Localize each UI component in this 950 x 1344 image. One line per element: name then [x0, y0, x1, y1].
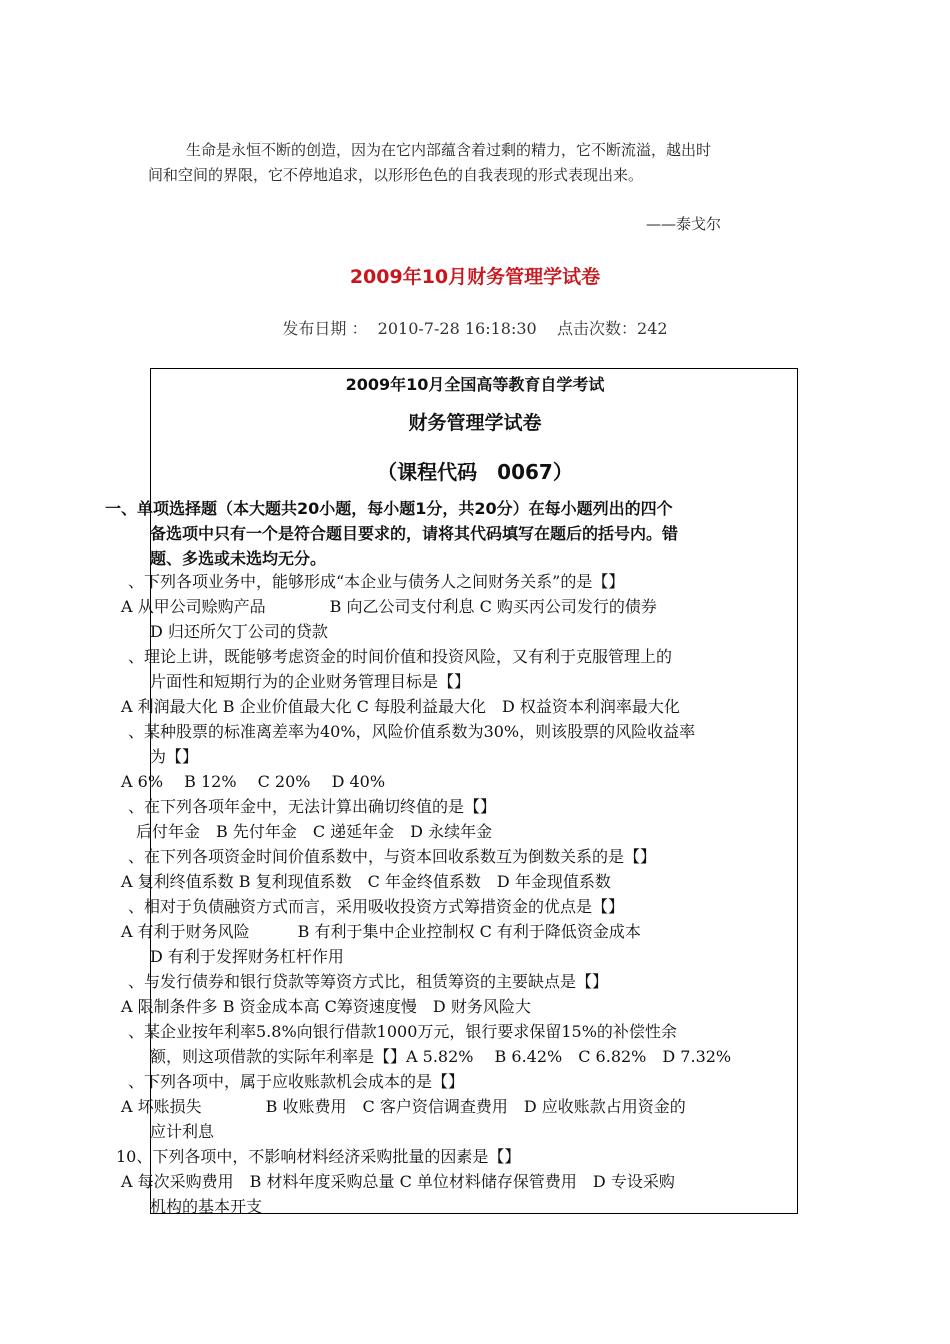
question-line: 10、下列各项中，不影响材料经济采购批量的因素是【】: [116, 1147, 521, 1166]
publish-meta: [0, 316, 950, 339]
question-line: 、下列各项业务中，能够形成“本企业与债务人之间财务关系”的是【】: [128, 572, 625, 591]
page-title: 2009年10月财务管理学试卷: [349, 266, 601, 288]
question-line: A 限制条件多 B 资金成本高 C筹资速度慢 D 财务风险大: [121, 997, 531, 1016]
date-value: 2010-7-28 16:18:30: [377, 319, 537, 338]
section-line-1: 一、单项选择题（本大题共20小题，每小题1分，共20分）在每小题列出的四个: [105, 499, 673, 518]
question-line: D 归还所欠丁公司的贷款: [150, 622, 328, 641]
course-code: （课程代码 0067）: [377, 460, 573, 484]
question-line: 、下列各项中，属于应收账款机会成本的是【】: [128, 1072, 465, 1091]
question-line: 为【】: [150, 747, 199, 766]
question-line: A 从甲公司赊购产品 B 向乙公司支付利息 C 购买丙公司发行的债券: [121, 597, 657, 616]
section-instructions: [105, 496, 795, 571]
question-line: 、在下列各项年金中，无法计算出确切终值的是【】: [128, 797, 497, 816]
question-line: A 6% B 12% C 20% D 40%: [121, 772, 386, 791]
exam-subject: 财务管理学试卷: [408, 412, 542, 434]
question-line: 、相对于负债融资方式而言，采用吸收投资方式筹措资金的优点是【】: [128, 897, 625, 916]
question-line: 片面性和短期行为的企业财务管理目标是【】: [150, 672, 471, 691]
motto-quote: [148, 138, 803, 188]
question-line: 额，则这项借款的实际年利率是【】A 5.82% B 6.42% C 6.82% D 7.32%: [150, 1047, 732, 1066]
clicks-value: 242: [637, 319, 668, 338]
question-line: A 利润最大化 B 企业价值最大化 C 每股利益最大化 D 权益资本利润率最大化: [121, 697, 680, 716]
question-line: 、与发行债券和银行贷款等筹资方式比，租赁筹资的主要缺点是【】: [128, 972, 609, 991]
question-line: A 有利于财务风险 B 有利于集中企业控制权 C 有利于降低资金成本: [121, 922, 641, 941]
question-line: A 坏账损失 B 收账费用 C 客户资信调查费用 D 应收账款占用资金的: [121, 1097, 686, 1116]
quote-author: ——泰戈尔: [646, 215, 722, 233]
clicks-label: 点击次数：: [557, 319, 638, 338]
quote-line-2: 间和空间的界限，它不停地追求，以形形色色的自我表现的形式表现出来。: [148, 166, 644, 184]
question-line: A 复利终值系数 B 复利现值系数 C 年金终值系数 D 年金现值系数: [121, 872, 611, 891]
exam-header: 2009年10月全国高等教育自学考试: [345, 375, 605, 394]
question-line: 、在下列各项资金时间价值系数中，与资本回收系数互为倒数关系的是【】: [128, 847, 657, 866]
question-line: 、某企业按年利率5.8%向银行借款1000万元，银行要求保留15%的补偿性余: [128, 1022, 677, 1041]
question-line: 应计利息: [150, 1122, 215, 1141]
quote-line-1: 生命是永恒不断的创造，因为在它内部蕴含着过剩的精力，它不断流溢，越出时: [186, 141, 712, 159]
question-line: 、理论上讲，既能够考虑资金的时间价值和投资风险，又有利于克服管理上的: [128, 647, 673, 666]
question-line: A 每次采购费用 B 材料年度采购总量 C 单位材料储存保管费用 D 专设采购: [121, 1172, 675, 1191]
date-label: 发布日期 ：: [282, 319, 368, 338]
section-line-2: 备选项中只有一个是符合题目要求的，请将其代码填写在题后的括号内。错: [150, 524, 679, 543]
section-line-3: 题、多选或未选均无分。: [150, 549, 327, 568]
question-line: 、某种股票的标准离差率为40%，风险价值系数为30%，则该股票的风险收益率: [128, 722, 696, 741]
question-line: 机构的基本开支: [150, 1197, 263, 1216]
question-line: 后付年金 B 先付年金 C 递延年金 D 永续年金: [136, 822, 493, 841]
question-line: D 有利于发挥财务杠杆作用: [150, 947, 344, 966]
